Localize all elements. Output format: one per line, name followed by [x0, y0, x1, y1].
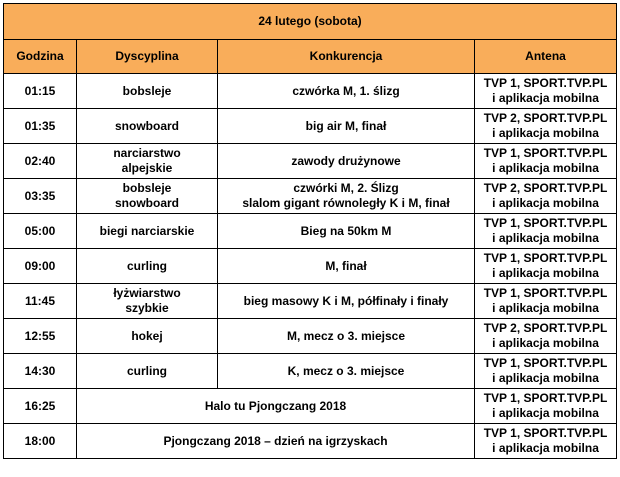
time-cell: [4, 109, 77, 144]
channel-cell-line: TVP 1, SPORT.TVP.PL: [483, 391, 608, 405]
channel-cell-line: TVP 1, SPORT.TVP.PL: [483, 426, 608, 440]
channel-cell-line: TVP 1, SPORT.TVP.PL: [483, 286, 608, 300]
table-row: [4, 284, 617, 319]
competition-cell-line: czwórka M, 1. ślizg: [292, 83, 400, 98]
competition-cell-line: Bieg na 50km M: [300, 223, 392, 238]
competition-cell-line: slalom gigant równoległy K i M, finał: [242, 196, 450, 210]
time-cell-line: 05:00: [24, 223, 56, 238]
competition-cell-line: big air M, finał: [305, 118, 387, 133]
discipline-cell-line: łyżwiarstwo: [113, 286, 181, 300]
discipline-cell-line: snowboard: [114, 118, 179, 133]
channel-cell-line: TVP 1, SPORT.TVP.PL: [483, 356, 608, 370]
channel-cell: [475, 424, 617, 459]
time-cell: [4, 249, 77, 284]
table-row: [4, 214, 617, 249]
time-cell-line: 11:45: [24, 293, 56, 308]
competition-cell: [218, 284, 475, 319]
time-cell-line: 02:40: [24, 153, 56, 168]
competition-cell-line: M, finał: [325, 258, 367, 273]
time-cell-line: 16:25: [24, 398, 56, 413]
program-cell-line: Halo tu Pjongczang 2018: [204, 398, 347, 413]
discipline-cell: [77, 214, 218, 249]
competition-cell: [218, 249, 475, 284]
discipline-cell-line: hokej: [131, 328, 163, 343]
discipline-cell: [77, 74, 218, 109]
program-cell: [77, 389, 475, 424]
header-competition: Konkurencja: [218, 40, 475, 74]
time-cell: [4, 74, 77, 109]
time-cell: [4, 214, 77, 249]
title-row: [4, 4, 617, 40]
channel-cell-line: i aplikacja mobilna: [492, 266, 599, 280]
discipline-cell: [77, 249, 218, 284]
competition-cell-line: M, mecz o 3. miejsce: [286, 328, 406, 343]
table-row: [4, 109, 617, 144]
channel-cell: [475, 109, 617, 144]
time-cell: [4, 424, 77, 459]
discipline-cell-line: curling: [126, 363, 167, 378]
competition-cell: [218, 109, 475, 144]
channel-cell-line: TVP 2, SPORT.TVP.PL: [483, 181, 608, 195]
table-row: [4, 319, 617, 354]
channel-cell-line: i aplikacja mobilna: [492, 231, 599, 245]
program-cell-line: Pjongczang 2018 – dzień na igrzyskach: [163, 433, 388, 448]
time-cell-line: 14:30: [24, 363, 56, 378]
discipline-cell-line: curling: [126, 258, 167, 273]
discipline-cell-line: bobsleje: [122, 83, 172, 98]
channel-cell-line: TVP 1, SPORT.TVP.PL: [483, 216, 608, 230]
channel-cell: [475, 389, 617, 424]
competition-cell: [218, 74, 475, 109]
discipline-cell-line: alpejskie: [121, 161, 173, 175]
table-row: [4, 249, 617, 284]
channel-cell-line: i aplikacja mobilna: [492, 196, 599, 210]
time-cell-line: 18:00: [24, 433, 56, 448]
header-time: Godzina: [4, 40, 77, 74]
competition-cell: [218, 144, 475, 179]
table-row: [4, 74, 617, 109]
discipline-cell: [77, 144, 218, 179]
channel-cell-line: i aplikacja mobilna: [492, 126, 599, 140]
competition-cell-line: bieg masowy K i M, półfinały i finały: [243, 293, 449, 308]
channel-cell-line: TVP 1, SPORT.TVP.PL: [483, 146, 608, 160]
channel-cell-line: TVP 1, SPORT.TVP.PL: [483, 251, 608, 265]
channel-cell: [475, 214, 617, 249]
schedule-title: 24 lutego (sobota): [4, 4, 617, 40]
table-row: [4, 179, 617, 214]
discipline-cell-line: biegi narciarskie: [99, 223, 195, 238]
time-cell: [4, 354, 77, 389]
competition-cell-line: czwórki M, 2. Ślizg: [293, 181, 399, 195]
time-cell-line: 01:15: [24, 83, 56, 98]
time-cell-line: 01:35: [24, 118, 56, 133]
program-cell: [77, 424, 475, 459]
competition-cell-line: K, mecz o 3. miejsce: [287, 363, 405, 378]
channel-cell-line: i aplikacja mobilna: [492, 161, 599, 175]
channel-cell: [475, 284, 617, 319]
header-row: [4, 40, 617, 74]
time-cell: [4, 144, 77, 179]
channel-cell: [475, 74, 617, 109]
channel-cell-line: i aplikacja mobilna: [492, 371, 599, 385]
channel-cell-line: i aplikacja mobilna: [492, 336, 599, 350]
header-channel: Antena: [475, 40, 617, 74]
schedule-body: [4, 74, 617, 459]
channel-cell: [475, 319, 617, 354]
discipline-cell: [77, 319, 218, 354]
competition-cell-line: zawody drużynowe: [291, 153, 401, 168]
schedule-table: [3, 3, 617, 459]
discipline-cell-line: szybkie: [125, 301, 169, 315]
table-row: [4, 354, 617, 389]
time-cell: [4, 179, 77, 214]
channel-cell-line: i aplikacja mobilna: [492, 91, 599, 105]
time-cell-line: 12:55: [24, 328, 56, 343]
competition-cell: [218, 354, 475, 389]
time-cell-line: 03:35: [24, 188, 56, 203]
discipline-cell: [77, 109, 218, 144]
time-cell-line: 09:00: [24, 258, 56, 273]
header-discipline: Dyscyplina: [77, 40, 218, 74]
time-cell: [4, 389, 77, 424]
discipline-cell: [77, 354, 218, 389]
competition-cell: [218, 179, 475, 214]
channel-cell-line: TVP 2, SPORT.TVP.PL: [483, 321, 608, 335]
discipline-cell-line: bobsleje: [122, 181, 172, 195]
channel-cell: [475, 144, 617, 179]
discipline-cell-line: narciarstwo: [113, 146, 181, 160]
channel-cell-line: i aplikacja mobilna: [492, 441, 599, 455]
channel-cell-line: TVP 1, SPORT.TVP.PL: [483, 76, 608, 90]
time-cell: [4, 319, 77, 354]
channel-cell-line: i aplikacja mobilna: [492, 301, 599, 315]
time-cell: [4, 284, 77, 319]
channel-cell: [475, 179, 617, 214]
competition-cell: [218, 214, 475, 249]
discipline-cell: [77, 284, 218, 319]
competition-cell: [218, 319, 475, 354]
discipline-cell: [77, 179, 218, 214]
channel-cell-line: i aplikacja mobilna: [492, 406, 599, 420]
table-row: [4, 424, 617, 459]
discipline-cell-line: snowboard: [114, 196, 179, 210]
channel-cell-line: TVP 2, SPORT.TVP.PL: [483, 111, 608, 125]
table-row: [4, 144, 617, 179]
table-row: [4, 389, 617, 424]
channel-cell: [475, 249, 617, 284]
channel-cell: [475, 354, 617, 389]
